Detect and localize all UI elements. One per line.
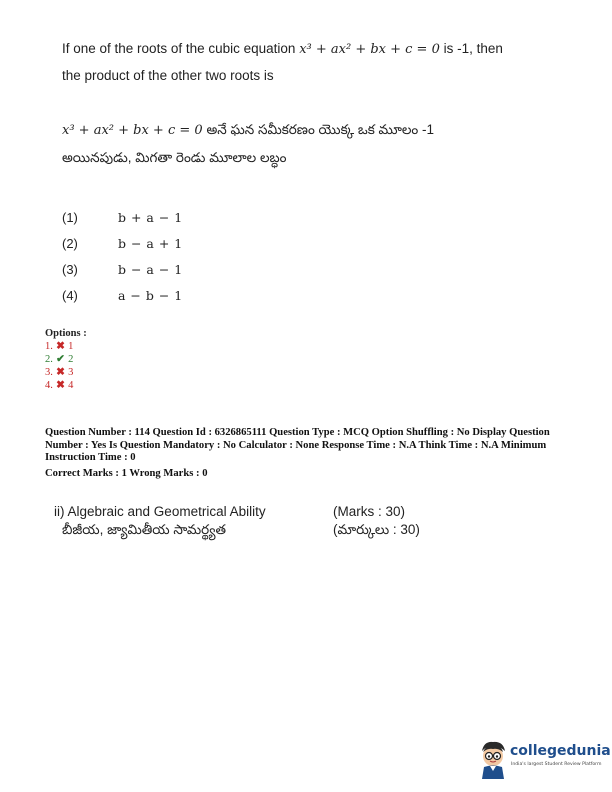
choice-item <box>62 230 183 256</box>
mascot-icon <box>476 737 510 779</box>
option-row <box>45 379 87 392</box>
telugu-equation: x³ + ax² + bx + c = 0 <box>62 123 203 138</box>
section-marks: (Marks : 30) <box>333 504 406 519</box>
option-value: 3 <box>68 367 74 378</box>
marks-line: Correct Marks : 1 Wrong Marks : 0 <box>45 467 208 479</box>
choice-item <box>62 256 183 282</box>
telugu-line-2: అయినపుడు, మిగతా రెండు మూలాల లబ్ధం <box>62 150 287 165</box>
option-row <box>45 366 87 379</box>
option-value: 4 <box>68 380 74 391</box>
choice-value: b + a − 1 <box>118 209 183 225</box>
choice-value: a − b − 1 <box>118 287 183 303</box>
choice-value: b − a − 1 <box>118 261 183 277</box>
option-number: 3. <box>45 367 53 378</box>
cross-icon: ✖ <box>56 367 65 378</box>
section-title: ii) Algebraic and Geometrical Ability <box>54 504 266 519</box>
choice-item <box>62 204 183 230</box>
logo-tagline: India's largest Student Review Platform <box>511 762 602 767</box>
meta-line-1: Question Number : 114 Question Id : 6326865111 Question Type : MCQ Option Shuffling : No Display Question <box>45 427 550 438</box>
check-icon: ✔ <box>56 354 65 365</box>
options-block <box>45 327 87 392</box>
meta-line-2: Number : Yes Is Question Mandatory : No Calculator : None Response Time : N.A Think Time : N.A Minimum <box>45 439 547 451</box>
equation: x³ + ax² + bx + c = 0 <box>299 42 440 57</box>
option-number: 1. <box>45 341 53 352</box>
meta-line-3: Instruction Time : 0 <box>45 452 136 463</box>
question-text: If one of the roots of the cubic equation <box>62 41 296 56</box>
choice-value: b − a + 1 <box>118 235 183 251</box>
cross-icon: ✖ <box>56 341 65 352</box>
choice-number: (1) <box>62 209 78 225</box>
option-value: 2 <box>68 354 74 365</box>
option-number: 2. <box>45 354 53 365</box>
logo-name: collegedunia <box>510 743 611 759</box>
question-line-2: the product of the other two roots is <box>62 68 274 83</box>
choice-number: (3) <box>62 261 78 277</box>
option-value: 1 <box>68 341 74 352</box>
question-line-1 <box>62 40 503 59</box>
choice-item <box>62 282 183 308</box>
telugu-line-1 <box>62 121 434 140</box>
question-text-tail: is -1, then <box>443 41 503 56</box>
option-row <box>45 353 87 366</box>
option-row <box>45 340 87 353</box>
cross-icon: ✖ <box>56 380 65 391</box>
choices-list <box>62 204 183 308</box>
question-meta <box>45 427 570 480</box>
section-title-telugu: బీజీయ, జ్యామితీయ సామర్థ్యత <box>62 522 227 537</box>
collegedunia-logo <box>476 737 611 779</box>
options-heading: Options : <box>45 328 87 339</box>
choice-number: (4) <box>62 287 78 303</box>
telugu-text: అనే ఘన సమీకరణం యొక్క ఒక మూలం -1 <box>206 122 435 137</box>
option-number: 4. <box>45 380 53 391</box>
choice-number: (2) <box>62 235 78 251</box>
section-marks-telugu: (మార్కులు : 30) <box>333 522 420 537</box>
